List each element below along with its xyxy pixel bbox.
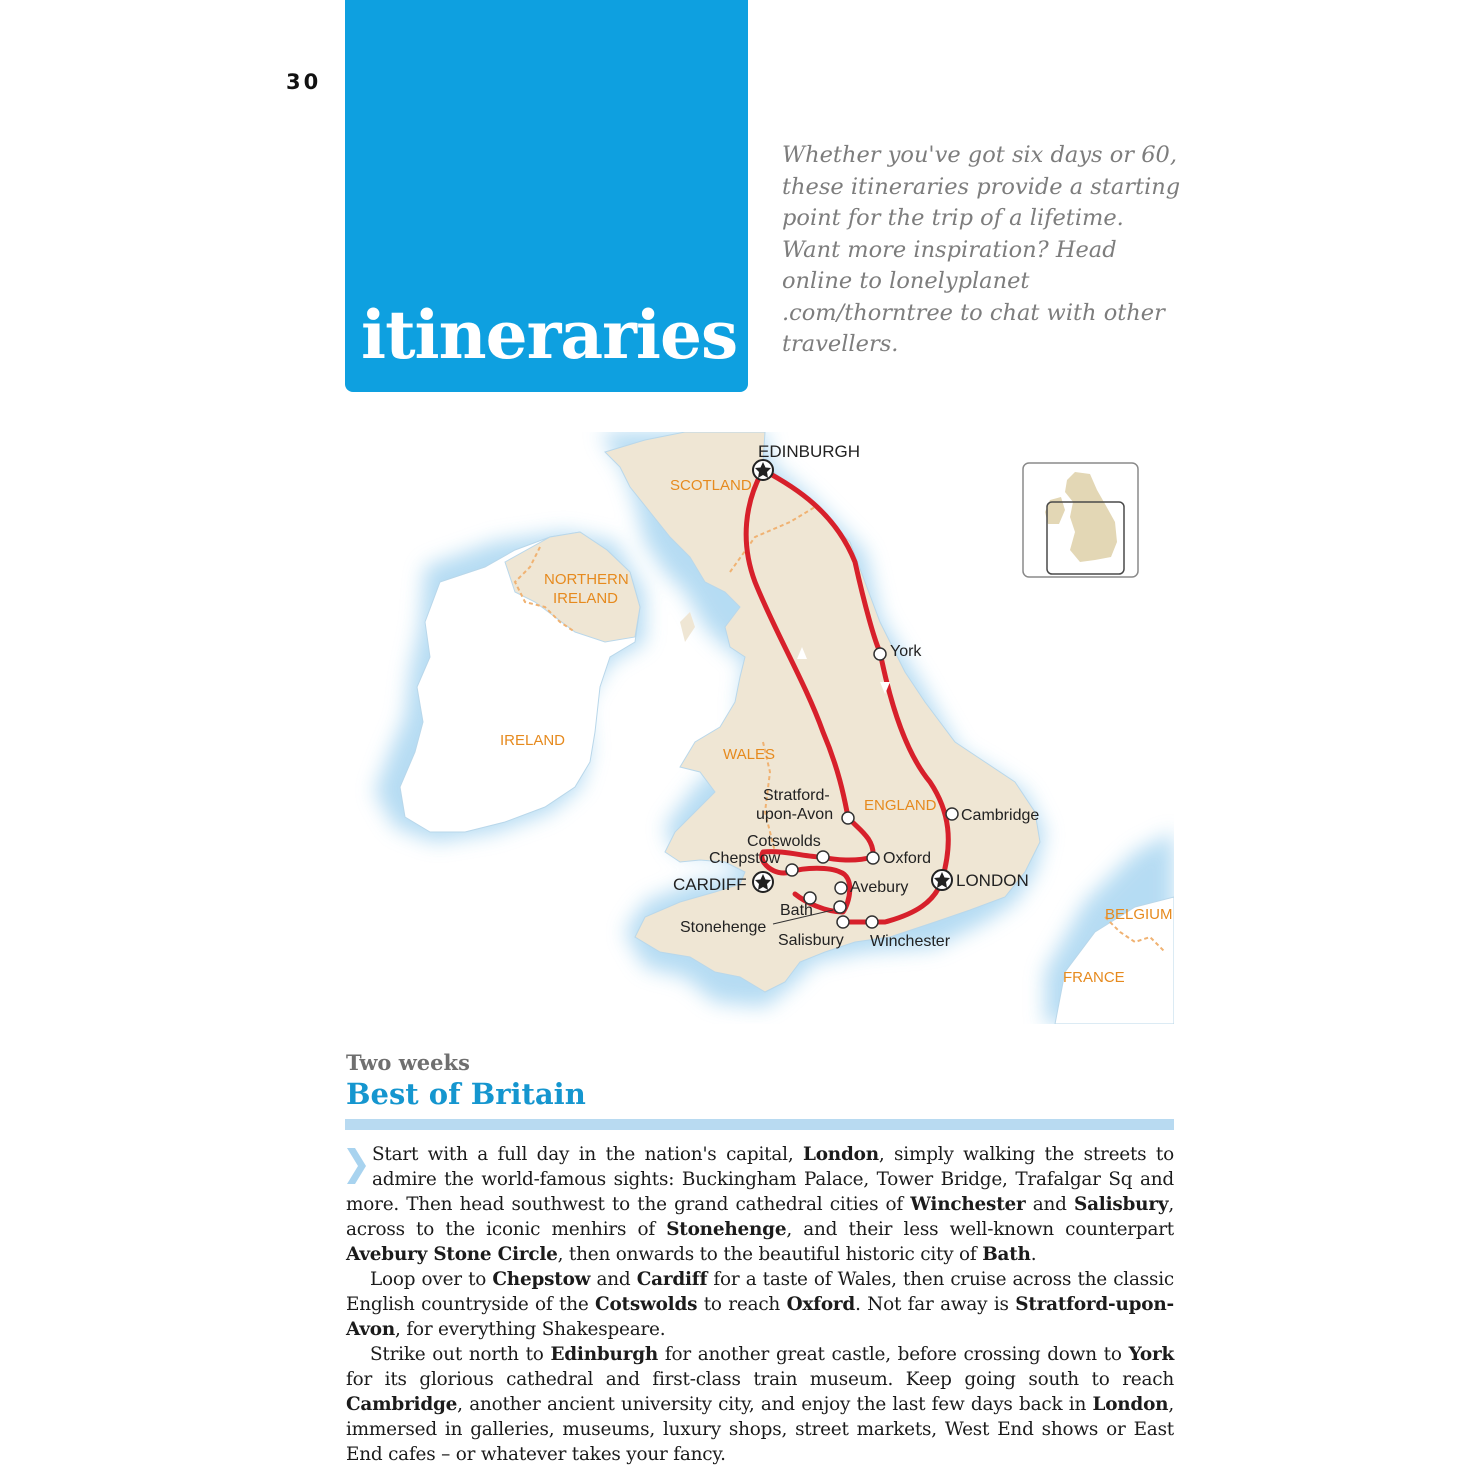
place-bath: Bath <box>982 1244 1031 1265</box>
label-france: FRANCE <box>1063 969 1125 986</box>
label-wales: WALES <box>723 746 775 763</box>
place-chepstow: Chepstow <box>492 1269 591 1290</box>
label-cardiff: CARDIFF <box>673 875 747 894</box>
label-edinburgh: EDINBURGH <box>758 442 861 461</box>
label-oxford: Oxford <box>883 850 932 867</box>
place-oxford: Oxford <box>786 1294 856 1315</box>
winchester-marker <box>866 916 878 928</box>
label-england: ENGLAND <box>864 797 937 814</box>
place-winchester: Winchester <box>910 1194 1026 1215</box>
place-york: York <box>1128 1344 1174 1365</box>
paragraph-3: Strike out north to Edinburgh for another great castle, before crossing down to York for its glorious cathedral and first-class train museum. Keep going south to reach Cambridge, another ancient university city, and enjoy the last few days back in London, immersed in galleries, museums, luxury shops, street markets, West End shows or East End cafes – or whatever takes your fancy. <box>346 1344 1174 1465</box>
place-cardiff: Cardiff <box>636 1269 708 1290</box>
oxford-marker <box>867 852 879 864</box>
place-london-end: London <box>1092 1394 1169 1415</box>
paragraph-2: Loop over to Chepstow and Cardiff for a taste of Wales, then cruise across the classic English countryside of the Cotswolds to reach Oxford. Not far away is Stratford-upon-Avon, for everything Shakespeare. <box>346 1269 1174 1340</box>
label-stonehenge: Stonehenge <box>680 919 767 936</box>
section-title: itineraries <box>361 296 738 374</box>
salisbury-marker <box>837 916 849 928</box>
label-northern-ireland-1: NORTHERN <box>544 571 629 588</box>
stonehenge-marker <box>834 901 846 913</box>
stratford-marker <box>842 812 854 824</box>
label-winchester: Winchester <box>870 933 951 950</box>
label-salisbury: Salisbury <box>778 932 844 949</box>
label-scotland: SCOTLAND <box>670 477 752 494</box>
route-description <box>346 1142 1174 1467</box>
place-london: London <box>803 1144 879 1165</box>
route-duration: Two weeks <box>346 1050 470 1075</box>
chevron-icon <box>344 1146 370 1186</box>
place-cotswolds: Cotswolds <box>595 1294 698 1315</box>
paragraph-1: Start with a full day in the nation's capital, London, simply walking the streets to admire the world-famous sights: Buckingham Palace, Tower Bridge, Trafalgar Sq and more. Then head southwest to the grand cathedral cities of Winchester and Salisbury, across to the iconic menhirs of Stonehenge, and their less well-known counterpart Avebury Stone Circle, then onwards to the beautiful historic city of Bath. <box>346 1144 1174 1265</box>
section-header <box>345 0 748 392</box>
label-ireland: IRELAND <box>500 732 566 749</box>
label-chepstow: Chepstow <box>709 850 781 867</box>
label-belgium: BELGIUM <box>1105 906 1173 923</box>
label-london: LONDON <box>956 871 1029 890</box>
title-rule <box>345 1119 1174 1130</box>
place-avebury: Avebury Stone Circle <box>346 1244 558 1265</box>
label-cambridge: Cambridge <box>961 807 1040 824</box>
label-bath: Bath <box>780 902 813 919</box>
avebury-marker <box>835 882 847 894</box>
label-cotswolds: Cotswolds <box>747 833 821 850</box>
label-stratford-2: upon-Avon <box>756 806 834 823</box>
map-svg <box>345 432 1174 1024</box>
place-stonehenge: Stonehenge <box>666 1219 787 1240</box>
york-marker <box>874 648 886 660</box>
page-number: 30 <box>286 70 322 94</box>
chepstow-marker <box>786 864 798 876</box>
place-salisbury: Salisbury <box>1074 1194 1169 1215</box>
cotswolds-marker <box>817 851 829 863</box>
cambridge-marker <box>946 808 958 820</box>
label-avebury: Avebury <box>850 879 909 896</box>
route-title: Best of Britain <box>346 1077 586 1111</box>
intro-text: Whether you've got six days or 60, these itineraries provide a starting point for the trip of a lifetime. Want more inspiration? Head online to lonelyplanet .com/thorntree to chat with other travellers. <box>782 142 1181 357</box>
label-stratford-1: Stratford- <box>763 787 830 804</box>
label-york: York <box>890 643 922 660</box>
place-cambridge: Cambridge <box>346 1394 458 1415</box>
route-map <box>345 432 1174 1024</box>
place-stratford: Stratford-upon-Avon <box>346 1294 1174 1340</box>
label-northern-ireland-2: IRELAND <box>553 590 619 607</box>
place-edinburgh: Edinburgh <box>550 1344 659 1365</box>
